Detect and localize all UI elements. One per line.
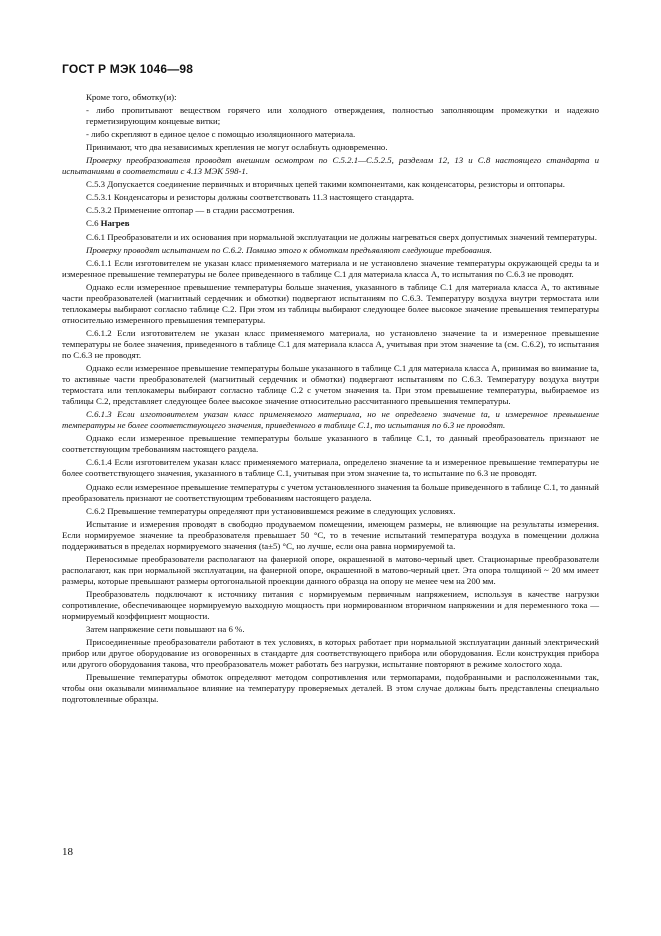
paragraph: Переносимые преобразователи располагают на фанерной опоре, окрашенной в матово-черный цвет. Стационарные преобразователи располагают, как при нормальной эксплуатации, на фанерной опоре, окрашенной в матово-черный цвет. Эта опора толщиной ~ 20 мм имеет размеры, которые превышают размеры ортогональной проекции данного образца на опору не менее чем на 200 мм. xyxy=(62,553,599,586)
paragraph: Однако если измеренное превышение температуры больше указанного в таблице С.1, то данный преобразователь признают не соответствующим требованиям настоящего раздела. xyxy=(62,433,599,455)
document-body xyxy=(62,92,599,707)
paragraph: Кроме того, обмотку(и): xyxy=(86,92,177,102)
document-header: ГОСТ Р МЭК 1046—98 xyxy=(62,62,194,76)
clause-c-6-1-1: С.6.1.1 Если изготовителем не указан класс применяемого материала и не установлено значение температуры окружающей среды tа и измеренное превышение температуры не более приведенного в таблице С.1 для материала класса А, то испытания по С.6.3 не проводят. xyxy=(62,257,599,279)
section-title: Нагрев xyxy=(100,218,130,229)
paragraph: Затем напряжение сети повышают на 6 %. xyxy=(86,624,245,635)
clause-c-6-1-2: С.6.1.2 Если изготовителем не указан класс применяемого материала, но установлено значение tа и измеренное превышение температуры не более значения, приведенного в таблице С.1 для материала класса А, учитывая при этом значение tа (см. С.6.2), то испытания по С.6.3 не проводят. xyxy=(62,327,599,360)
paragraph: Испытание и измерения проводят в свободно продуваемом помещении, имеющем размеры, не влияющие на результаты измерения. Если нормируемое значение tа преобразователя превышает 50 °С, то в течение испытаний температура воздуха в помещении должна поддерживаться в пределах нормируемого значения (tа±5) °С, но лучше, если она равна нормируемой tа. xyxy=(62,518,599,551)
page-number: 18 xyxy=(62,846,73,858)
paragraph-check: Проверку проводят испытанием по С.6.2. Помимо этого к обмоткам предъявляют следующие требования. xyxy=(86,244,492,255)
list-item: - либо скрепляют в единое целое с помощью изоляционного материала. xyxy=(86,129,356,140)
clause-c-5-3: С.5.3 Допускается соединение первичных и вторичных цепей такими компонентами, как конденсаторы, резисторы и оптопары. xyxy=(86,179,565,190)
clause-c-5-3-1: С.5.3.1 Конденсаторы и резисторы должны соответствовать 11.3 настоящего стандарта. xyxy=(86,192,414,203)
paragraph: Однако если измеренное превышение температуры с учетом установленного значения tа больше приведенного в таблице С.1, то данный преобразователь признают не соответствующим требованиям настоящего раздела. xyxy=(62,481,599,503)
section-number: С.6 xyxy=(86,218,99,229)
paragraph: Превышение температуры обмоток определяют методом сопротивления или термопарами, подобранными и расположенными так, чтобы они оказывали минимальное влияние на температуру проверяемых деталей. В этом случае должны быть представлены специально подготовленные образцы. xyxy=(62,672,599,705)
paragraph-check: Проверку преобразователя проводят внешним осмотром по С.5.2.1—С.5.2.5, разделам 12, 13 и С.8 настоящего стандарта и испытаниями в соответствии с 4.13 МЭК 598-1. xyxy=(62,155,599,177)
list-item: - либо пропитывают веществом горячего или холодного отверждения, полностью заполняющим промежутки и надежно герметизирующим концевые витки; xyxy=(86,105,599,127)
clause-c-6-1-4: С.6.1.4 Если изготовителем указан класс применяемого материала, определено значение tа и измеренное превышение температуры не более соответствующего значения, указанного в таблице С.1, учитывая при этом значение tа, то испытание по 6.3 не проводят. xyxy=(62,457,599,479)
paragraph: Присоединенные преобразователи работают в тех условиях, в которых работает при нормальной эксплуатации данный электрический прибор или другое оборудование из оговоренных в стандарте для соответствующего прибора или оборудования. Если конструкция прибора или другого оборудования такова, что преобразователь может работать без нагрузки, испытание повторяют в режиме холостого хода. xyxy=(62,637,599,670)
paragraph: Однако если измеренное превышение температуры больше значения, указанного в таблице С.1 для материала класса А, то активные части преобразователей (магнитный сердечник и обмотки) подвергают испытаниям по С.6.3. Температуру воздуха внутри термостата или теплокамеры выбирают согласно таблице С.2. При этом из таблицы выбирают следующее более высокое значение превышения температуры относительно измеренного превышения температуры. xyxy=(62,281,599,325)
paragraph: Преобразователь подключают к источнику питания с нормируемым первичным напряжением, используя в качестве нагрузки сопротивление, обеспечивающее нормируемую выходную мощность при нормированном вторичном напряжении и для переменного тока — нормируемый коэффициент мощности. xyxy=(62,588,599,622)
clause-c-5-3-2: С.5.3.2 Применение оптопар — в стадии рассмотрения. xyxy=(86,205,295,216)
paragraph: Однако если измеренное превышение температуры больше указанного в таблице С.1 для материала класса А, принимая во внимание tа, то активные части преобразователей (магнитный сердечник и обмотки) подвергают испытаниям по С.6.3. Температуру воздуха внутри термостата или теплокамеры выбирают согласно таблице С.2 с учетом значения tа. При этом превышение температуры, выбираемое из таблицы С.2, представляет следующее более высокое значение относительно рассчитанного превышения температуры. xyxy=(62,363,599,407)
clause-c-6-1: С.6.1 Преобразователи и их основания при нормальной эксплуатации не должны нагреваться сверх допустимых значений температуры. xyxy=(86,231,597,242)
clause-c-6-2: С.6.2 Превышение температуры определяют при установившемся режиме в следующих условиях. xyxy=(86,505,456,516)
clause-c-6-1-3: С.6.1.3 Если изготовителем указан класс применяемого материала, но не определено значение tа, и измеренное превышение температуры не более соответствующего значения, приведенного в таблице С.1, то испытания по 6.3 не проводят. xyxy=(62,409,599,431)
paragraph: Принимают, что два независимых крепления не могут ослабнуть одновременно. xyxy=(86,142,388,153)
section-heading xyxy=(62,218,599,229)
